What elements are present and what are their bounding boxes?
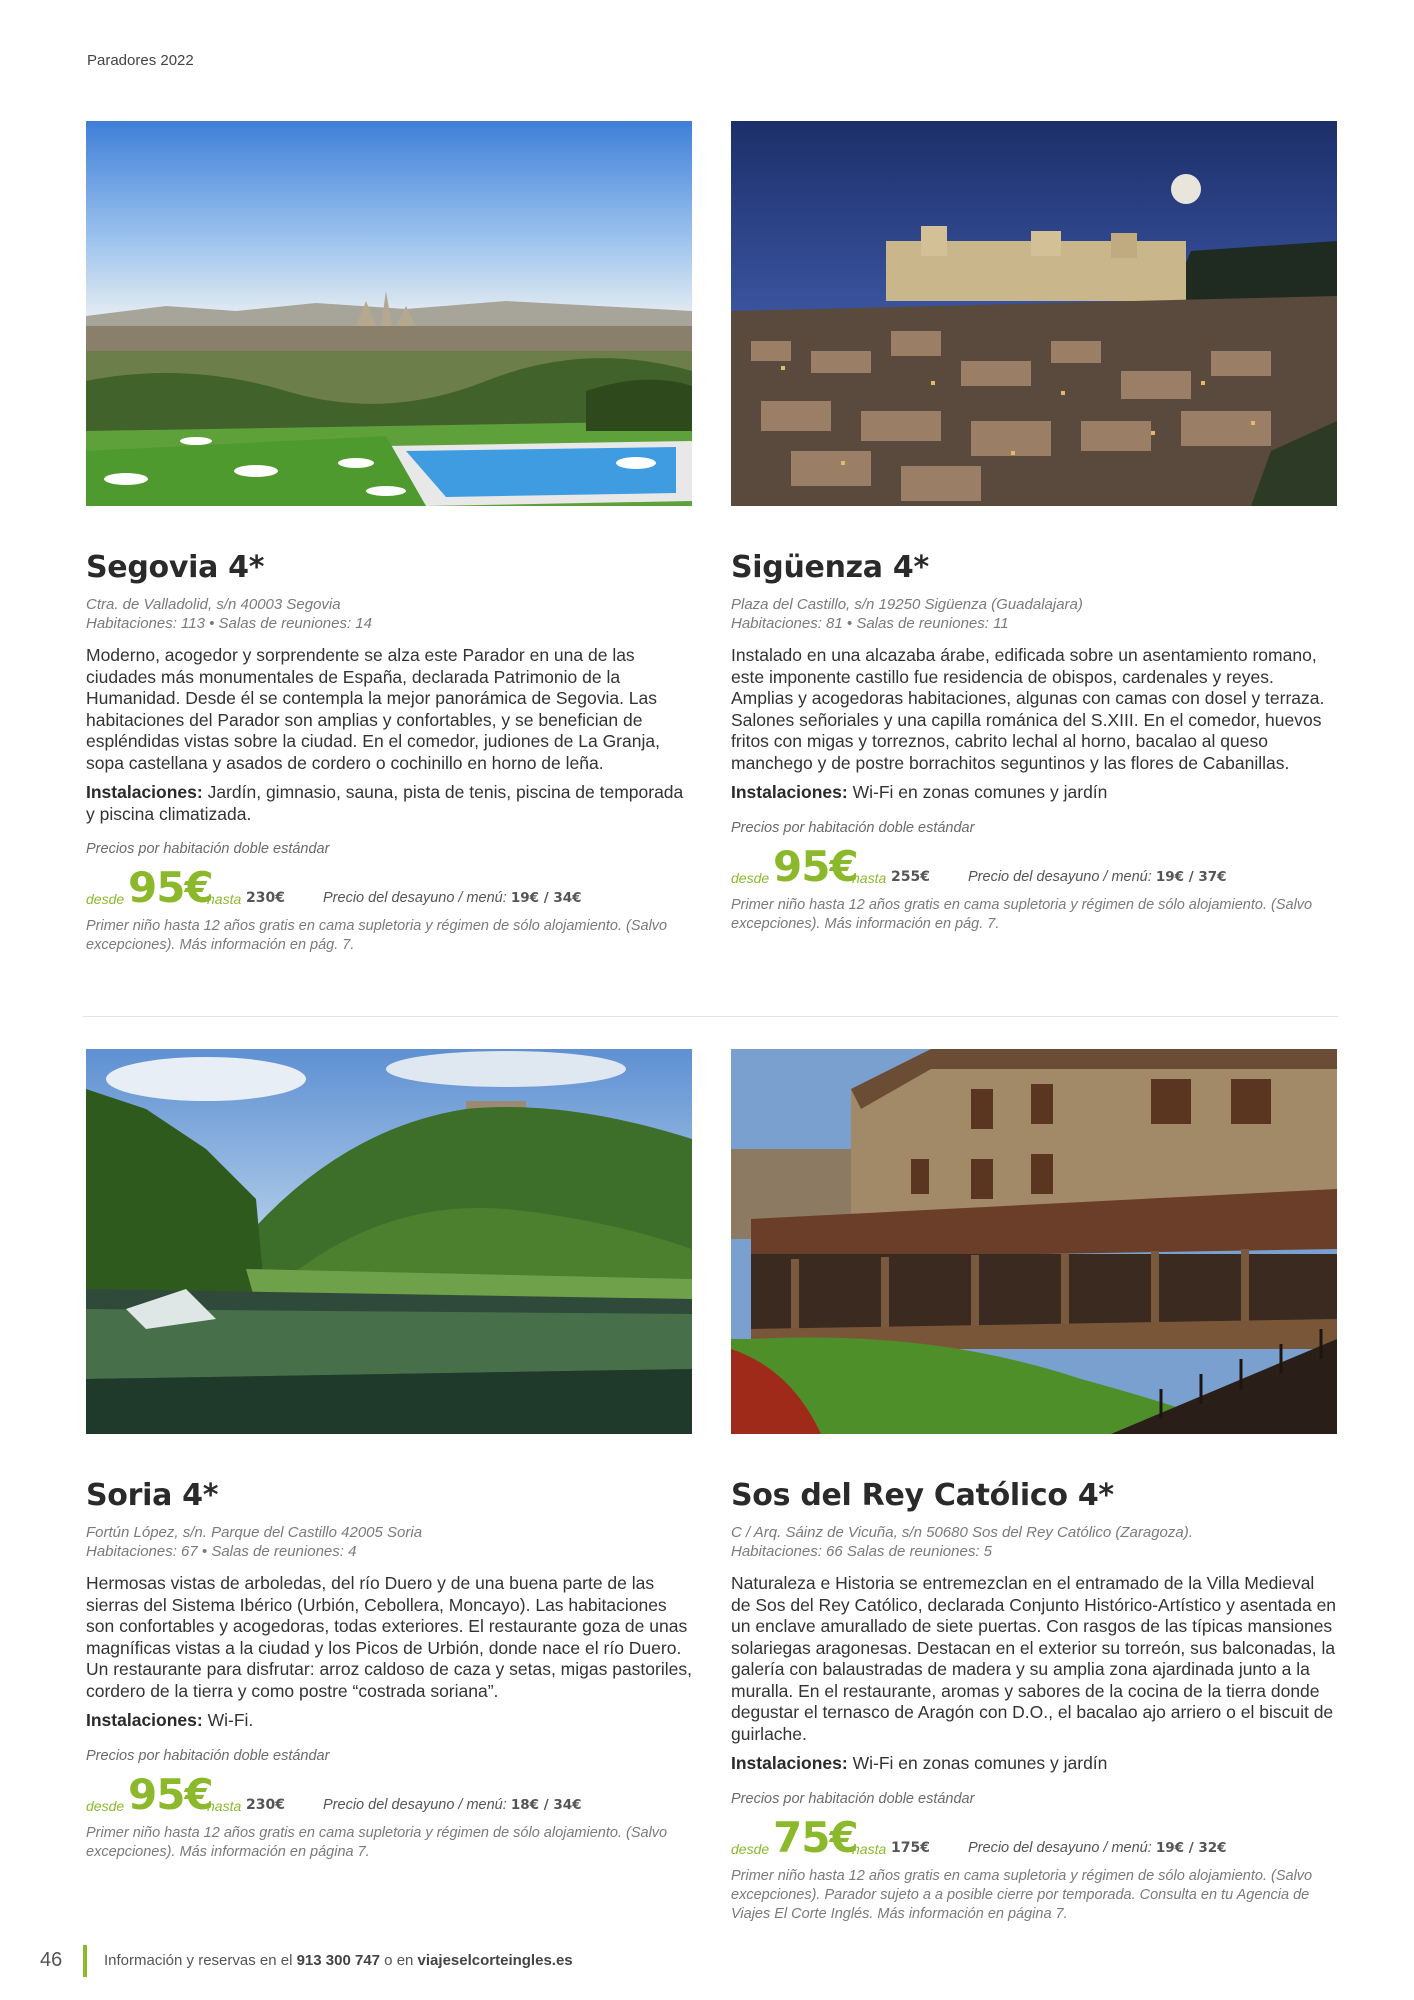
card-rooms: Habitaciones: 67 • Salas de reuniones: 4 (86, 1543, 357, 1560)
footer-accent-bar (83, 1945, 87, 1977)
desde-label: desde (731, 1840, 770, 1857)
section-divider (83, 1016, 1338, 1017)
footer-website-link[interactable]: viajeselcorteingles.es (417, 1952, 573, 1969)
card-address: C / Arq. Sáinz de Vicuña, s/n 50680 Sos del Rey Católico (Zaragoza). (731, 1524, 1193, 1541)
card-instalaciones (731, 782, 1337, 804)
card-title: Sigüenza 4* (731, 550, 929, 585)
card-description: Instalado en una alcazaba árabe, edificada sobre un asentamiento romano, este imponente castillo fue residencia de obispos, cardenales y reyes. Amplias y acogedoras habitaciones, algunas con camas con dosel y terraza. Salones señoriales y una capilla románica del S.XIII. En el comedor, huevos fritos con migas y torreznos, cabrito lechal al horno, bacalao al queso manchego y de postre borrachitos seguntinos y las flores de Cabanillas. (731, 645, 1325, 773)
card-instalaciones (86, 782, 692, 825)
card-instalaciones (86, 1710, 692, 1732)
breakfast-price (323, 890, 582, 906)
price-row (731, 842, 1337, 892)
card-address: Plaza del Castillo, s/n 19250 Sigüenza (Guadalajara) (731, 596, 1083, 613)
segovia-photo (86, 121, 692, 506)
card-description: Hermosas vistas de arboledas, del río Duero y de una buena parte de las sierras del Sistema Ibérico (Urbión, Cebollera, Moncayo). Las habitaciones son confortables y acogedoras, todas exteriores. El restaurante goza de unas magníficas vistas a la ciudad y los Picos de Urbión, donde nace el río Duero. Un restaurante para disfrutar: arroz caldoso de caza y setas, migas pastoriles, cordero de la tierra y como postre “costrada soriana”. (86, 1573, 692, 1701)
desde-label: desde (86, 891, 125, 907)
instalaciones-label: Instalaciones: (731, 1753, 848, 1773)
card-rooms: Habitaciones: 113 • Salas de reuniones: 14 (86, 615, 372, 632)
price-row (86, 1770, 692, 1820)
desde-label: desde (731, 869, 770, 886)
price-to: 230€ (246, 1796, 285, 1813)
instalaciones-value: Wi-Fi. (202, 1710, 254, 1730)
hasta-label: hasta (852, 1840, 887, 1857)
prices-label: Precios por habitación doble estándar (86, 1747, 330, 1764)
hasta-label: hasta (852, 869, 887, 886)
price-from: 95€ (128, 863, 213, 912)
price-to: 230€ (246, 890, 285, 906)
breakfast-label: Precio del desayuno / menú: (323, 1796, 511, 1813)
footer-phone[interactable]: 913 300 747 (296, 1952, 381, 1969)
card-address: Ctra. de Valladolid, s/n 40003 Segovia (86, 596, 341, 613)
breakfast-value: 19€ / 34€ (510, 890, 582, 906)
page-number: 46 (40, 1949, 63, 1971)
price-to: 175€ (891, 1839, 930, 1856)
parador-card-sos-del-rey (731, 1049, 1337, 1924)
card-address: Fortún López, s/n. Parque del Castillo 42005 Soria (86, 1524, 423, 1541)
card-note: Primer niño hasta 12 años gratis en cama supletoria y régimen de sólo alojamiento. (Salvo excepciones). Parador sujeto a a posible cierre por temporada. Consulta en tu Agencia de Viajes El Corte Inglés. Más información en página 7. (731, 1867, 1313, 1922)
card-note: Primer niño hasta 12 años gratis en cama supletoria y régimen de sólo alojamiento. (Salvo excepciones). Más información en pág. 7. (731, 896, 1313, 932)
card-description: Moderno, acogedor y sorprendente se alza este Parador en una de las ciudades más monumentales de España, declarada Patrimonio de la Humanidad. Desde él se contempla la mejor panorámica de Segovia. Las habitaciones del Parador son amplias y confortables, y se benefician de espléndidas vistas sobre la ciudad. En el comedor, judiones de La Granja, sopa castellana y asados de cordero o cochinillo en horno de leña. (86, 645, 660, 773)
card-title: Soria 4* (86, 1478, 219, 1513)
breakfast-price (968, 1840, 1227, 1856)
breakfast-value: 19€ / 32€ (1155, 1839, 1227, 1856)
card-title: Sos del Rey Católico 4* (731, 1478, 1114, 1513)
prices-label: Precios por habitación doble estándar (86, 841, 330, 857)
breakfast-label: Precio del desayuno / menú: (323, 890, 511, 906)
price-row (731, 1813, 1337, 1863)
breakfast-label: Precio del desayuno / menú: (968, 868, 1156, 885)
card-rooms: Habitaciones: 81 • Salas de reuniones: 11 (731, 615, 1009, 632)
price-row (86, 863, 692, 913)
siguenza-photo (731, 121, 1337, 506)
breakfast-value: 19€ / 37€ (1155, 868, 1227, 885)
price-from: 95€ (773, 841, 858, 891)
footer-middle: o en (380, 1952, 418, 1969)
breakfast-value: 18€ / 34€ (510, 1796, 582, 1813)
prices-label: Precios por habitación doble estándar (731, 1790, 975, 1807)
instalaciones-label: Instalaciones: (86, 1710, 203, 1730)
card-rooms: Habitaciones: 66 Salas de reuniones: 5 (731, 1543, 993, 1560)
price-from: 75€ (773, 1812, 858, 1862)
instalaciones-value: Jardín, gimnasio, sauna, pista de tenis, piscina de temporada y piscina climatizada. (86, 782, 684, 824)
instalaciones-value: Wi-Fi en zonas comunes y jardín (847, 1753, 1108, 1773)
breakfast-label: Precio del desayuno / menú: (968, 1839, 1156, 1856)
breakfast-price (968, 869, 1227, 885)
parador-card-siguenza (731, 121, 1337, 934)
card-description: Naturaleza e Historia se entremezclan en el entramado de la Villa Medieval de Sos del Rey Católico, declarada Conjunto Histórico-Artístico y asentada en un enclave amurallado de siete puertas. Con rasgos de las típicas mansiones solariegas aragonesas. Destacan en el exterior su torreón, sus balconadas, la galería con balaustradas de madera y su amplia zona ajardinada junto a la muralla. En el restaurante, aromas y sabores de la cocina de la tierra donde degustar el ternasco de Aragón con D.O., el bacalao ajo arriero o el biscuit de guirlache. (731, 1573, 1337, 1744)
card-note: Primer niño hasta 12 años gratis en cama supletoria y régimen de sólo alojamiento. (Salvo excepciones). Más información en página 7. (86, 1824, 668, 1860)
price-to: 255€ (891, 868, 930, 885)
page-footer (40, 1945, 1040, 1977)
parador-card-segovia (86, 121, 692, 955)
prices-label: Precios por habitación doble estándar (731, 819, 975, 836)
instalaciones-value: Wi-Fi en zonas comunes y jardín (847, 782, 1108, 802)
instalaciones-label: Instalaciones: (731, 782, 848, 802)
parador-card-soria (86, 1049, 692, 1862)
card-title: Segovia 4* (86, 550, 265, 585)
sos-del-rey-photo (731, 1049, 1337, 1434)
instalaciones-label: Instalaciones: (86, 782, 203, 802)
footer-prefix: Información y reservas en el (104, 1952, 297, 1969)
hasta-label: hasta (207, 891, 242, 907)
desde-label: desde (86, 1797, 125, 1814)
hasta-label: hasta (207, 1797, 242, 1814)
page-header: Paradores 2022 (87, 52, 194, 69)
card-note: Primer niño hasta 12 años gratis en cama supletoria y régimen de sólo alojamiento. (Salvo excepciones). Más información en pág. 7. (86, 918, 668, 953)
card-instalaciones (731, 1753, 1337, 1775)
soria-photo (86, 1049, 692, 1434)
price-from: 95€ (128, 1769, 213, 1819)
breakfast-price (323, 1797, 582, 1813)
footer-info (104, 1952, 573, 1969)
